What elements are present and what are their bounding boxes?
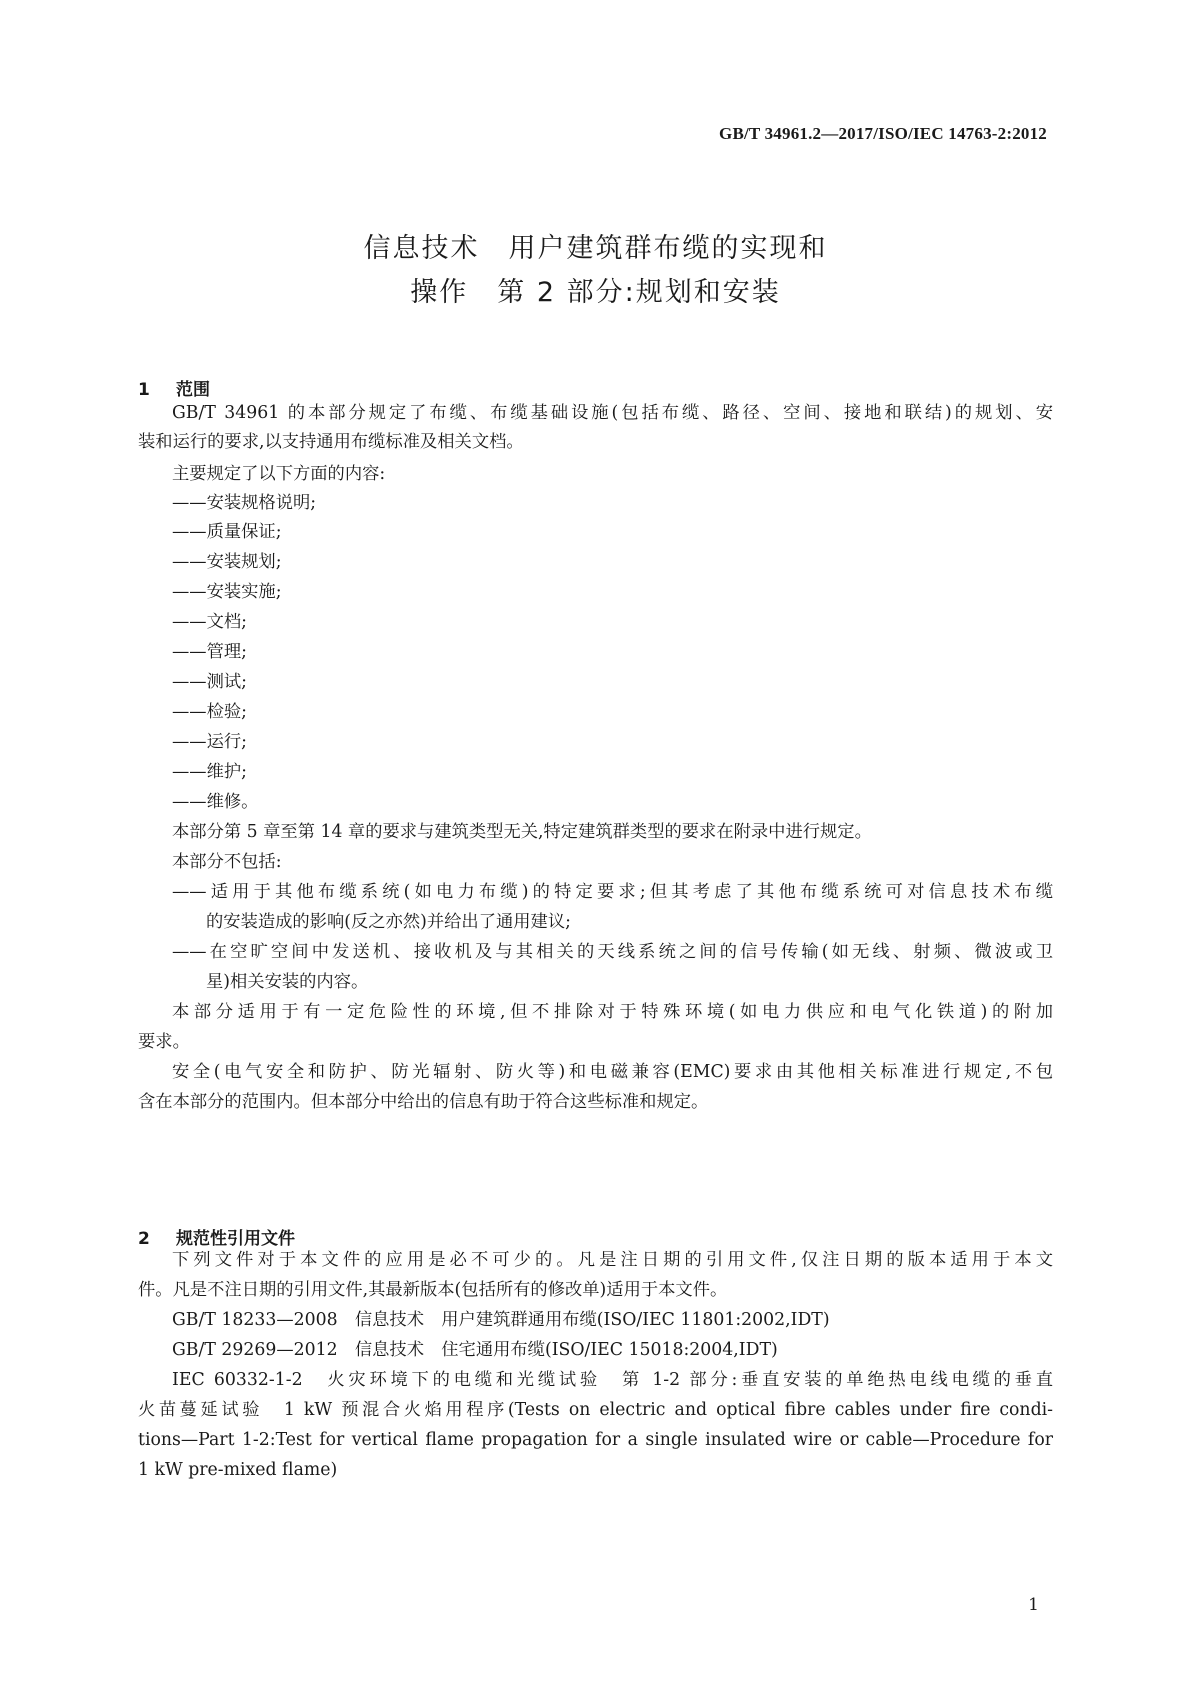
paragraph-line: GB/T 34961 的本部分规定了布缆、布缆基础设施(包括布缆、路径、空间、接地和联结)的规划、安 [172, 403, 1053, 423]
paragraph-line: 含在本部分的范围内。但本部分中给出的信息有助于符合这些标准和规定。 [138, 1092, 709, 1112]
paragraph-line: 本部分适用于有一定危险性的环境,但不排除对于特殊环境(如电力供应和电气化铁道)的附加 [172, 1002, 1053, 1022]
list-item: ——在空旷空间中发送机、接收机及与其相关的天线系统之间的信号传输(如无线、射频、微波或卫 [172, 942, 1053, 962]
paragraph-line: 装和运行的要求,以支持通用布缆标准及相关文档。 [138, 432, 524, 452]
reference-item: GB/T 18233—2008 信息技术 用户建筑群通用布缆(ISO/IEC 11801:2002,IDT) [172, 1310, 830, 1330]
page-number: 1 [1028, 1595, 1039, 1615]
list-item: ——管理; [172, 642, 247, 662]
paragraph-line: 件。凡是不注日期的引用文件,其最新版本(包括所有的修改单)适用于本文件。 [138, 1280, 728, 1300]
list-item: ——质量保证; [172, 522, 282, 542]
paragraph-line: 本部分不包括: [172, 852, 282, 872]
document-title-line-1: 信息技术 用户建筑群布缆的实现和 [363, 233, 828, 264]
list-item: ——运行; [172, 732, 247, 752]
list-item-continuation: 的安装造成的影响(反之亦然)并给出了通用建议; [206, 912, 571, 932]
paragraph-line: 主要规定了以下方面的内容: [172, 464, 386, 484]
section-2-number: 2 [138, 1229, 150, 1249]
reference-item-continuation: 1 kW pre-mixed flame) [138, 1460, 338, 1480]
paragraph-line: 下列文件对于本文件的应用是必不可少的。凡是注日期的引用文件,仅注日期的版本适用于本文 [172, 1250, 1053, 1270]
list-item: ——适用于其他布缆系统(如电力布缆)的特定要求;但其考虑了其他布缆系统可对信息技术布缆 [172, 882, 1053, 902]
reference-item-continuation: 火苗蔓延试验 1 kW 预混合火焰用程序(Tests on electric and optical fibre cables under fire condi- [138, 1400, 1053, 1420]
section-1-number: 1 [138, 380, 150, 400]
list-item: ——安装规格说明; [172, 493, 317, 513]
section-1-heading [138, 375, 210, 400]
list-item-continuation: 星)相关安装的内容。 [206, 972, 369, 992]
list-item: ——安装规划; [172, 552, 282, 572]
document-title-line-2: 操作 第 2 部分:规划和安装 [410, 277, 781, 308]
list-item: ——测试; [172, 672, 247, 692]
section-2-heading [138, 1224, 295, 1249]
reference-item: GB/T 29269—2012 信息技术 住宅通用布缆(ISO/IEC 15018:2004,IDT) [172, 1340, 778, 1360]
list-item: ——检验; [172, 702, 247, 722]
paragraph-line: 本部分第 5 章至第 14 章的要求与建筑类型无关,特定建筑群类型的要求在附录中进行规定。 [172, 822, 872, 842]
list-item: ——维护; [172, 762, 247, 782]
reference-item: IEC 60332-1-2 火灾环境下的电缆和光缆试验 第 1-2 部分:垂直安装的单绝热电线电缆的垂直 [172, 1370, 1053, 1390]
list-item: ——维修。 [172, 792, 259, 812]
paragraph-line: 要求。 [138, 1032, 190, 1052]
list-item: ——安装实施; [172, 582, 282, 602]
section-1-title: 范围 [176, 380, 210, 400]
reference-item-continuation: tions—Part 1-2:Test for vertical flame propagation for a single insulated wire or cable—Procedure for [138, 1430, 1053, 1450]
paragraph-line: 安全(电气安全和防护、防光辐射、防火等)和电磁兼容(EMC)要求由其他相关标准进行规定,不包 [172, 1062, 1053, 1082]
section-2-title: 规范性引用文件 [176, 1229, 295, 1249]
list-item: ——文档; [172, 612, 247, 632]
standard-number: GB/T 34961.2—2017/ISO/IEC 14763-2:2012 [719, 124, 1047, 143]
